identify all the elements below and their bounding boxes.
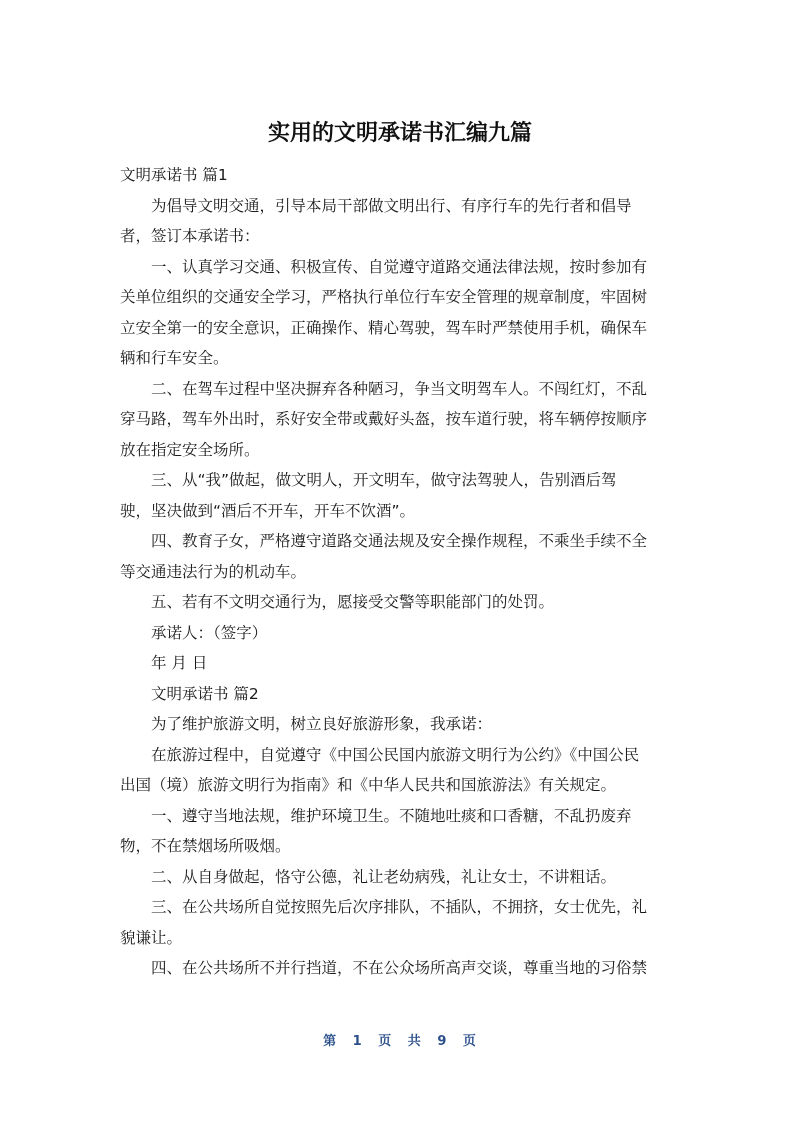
paragraph-line: 关单位组织的交通安全学习，严格执行单位行车安全管理的规章制度，牢固树 <box>120 288 648 306</box>
paragraph-line: 一、遵守当地法规，维护环境卫生。不随地吐痰和口香糖，不乱扔废弃 <box>151 806 632 825</box>
paragraph-line: 四、教育子女，严格遵守道路交通法规及安全操作规程，不乘坐手续不全 <box>151 532 648 550</box>
paragraph-line: 三、从“我”做起，做文明人，开文明车，做守法驾驶人，告别酒后驾 <box>151 471 617 489</box>
paragraph-line: 放在指定安全场所。 <box>120 440 260 459</box>
paragraph-line: 物，不在禁烟场所吸烟。 <box>120 837 291 855</box>
paragraph-line: 辆和行车安全。 <box>120 349 229 367</box>
paragraph-line: 三、在公共场所自觉按照先后次序排队，不插队，不拥挤，女士优先，礼 <box>151 898 648 916</box>
paragraph-line: 者，签订本承诺书： <box>120 227 260 245</box>
footer-word: 共 <box>407 1034 422 1049</box>
paragraph-line: 出国（境）旅游文明行为指南》和《中华人民共和国旅游法》有关规定。 <box>120 776 617 794</box>
paragraph-line: 一、认真学习交通、积极宣传、自觉遵守道路交通法律法规，按时参加有 <box>151 257 648 276</box>
page-title: 实用的文明承诺书汇编九篇 <box>267 121 532 146</box>
footer-word: 页 <box>378 1034 393 1049</box>
date-line: 年 月 日 <box>151 654 208 672</box>
page-footer <box>0 1030 800 1049</box>
document-body <box>120 160 680 984</box>
section-heading: 文明承诺书 篇1 <box>120 166 228 184</box>
paragraph-line: 二、在驾车过程中坚决摒弃各种陋习，争当文明驾车人。不闯红灯，不乱 <box>151 379 648 398</box>
footer-word: 页 <box>462 1034 477 1049</box>
paragraph-line: 穿马路，驾车外出时，系好安全带或戴好头盔，按车道行驶，将车辆停按顺序 <box>120 410 648 428</box>
paragraph-line: 驶，坚决做到“酒后不开车，开车不饮酒”。 <box>120 501 416 520</box>
total-page-count: 9 <box>437 1034 448 1049</box>
current-page-number: 1 <box>352 1034 363 1049</box>
paragraph-line: 在旅游过程中，自觉遵守《中国公民国内旅游文明行为公约》《中国公民 <box>151 745 640 764</box>
paragraph-line: 立安全第一的安全意识，正确操作、精心驾驶，驾车时严禁使用手机，确保车 <box>120 318 648 337</box>
paragraph-line: 貌谦让。 <box>120 928 183 947</box>
section-heading: 文明承诺书 篇2 <box>151 684 259 703</box>
signature-line: 承诺人：（签字） <box>151 623 268 642</box>
paragraph-line: 四、在公共场所不并行挡道，不在公众场所高声交谈，尊重当地的习俗禁 <box>151 959 648 977</box>
footer-word: 第 <box>323 1034 338 1049</box>
paragraph-line: 为倡导文明交通，引导本局干部做文明出行、有序行车的先行者和倡导 <box>151 196 632 215</box>
paragraph-line: 等交通违法行为的机动车。 <box>120 562 307 581</box>
paragraph-line: 二、从自身做起，恪守公德，礼让老幼病残，礼让女士，不讲粗话。 <box>151 867 617 886</box>
paragraph-line: 为了维护旅游文明，树立良好旅游形象，我承诺： <box>151 715 493 733</box>
paragraph-line: 五、若有不文明交通行为，愿接受交警等职能部门的处罚。 <box>151 593 555 611</box>
